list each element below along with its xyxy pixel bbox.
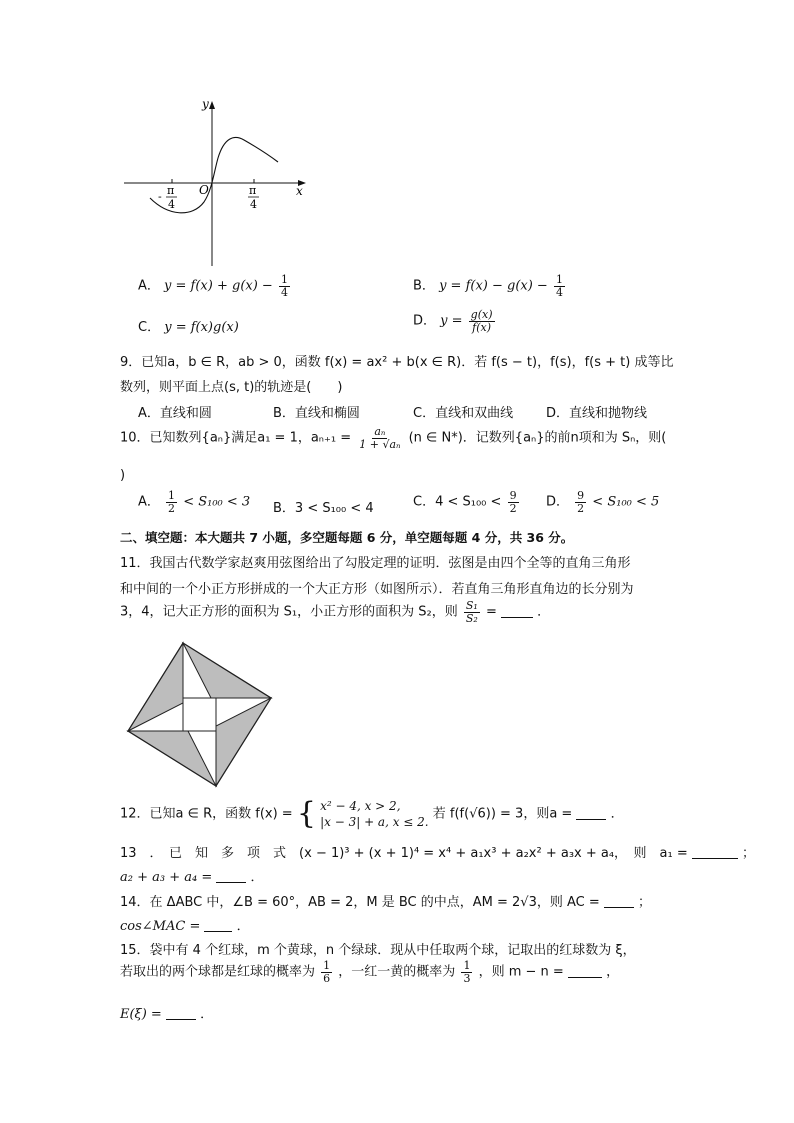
frac-den: 6: [323, 971, 331, 985]
frac-den: 2: [577, 501, 585, 515]
q14-ac-blank[interactable]: [604, 907, 634, 908]
function-graph: [110, 92, 320, 272]
q10-d-prefix: D．: [546, 494, 570, 510]
q15-line3-end: ．: [200, 1007, 214, 1022]
q12-line: [120, 798, 624, 830]
q9-option-c: C．直线和双曲线: [413, 406, 514, 421]
q10-a-prefix: A．: [138, 494, 160, 510]
frac-num: g(x): [470, 308, 493, 321]
q8-d-expr: y =: [440, 313, 463, 329]
q15-expect-blank[interactable]: [166, 1019, 196, 1020]
q10-pre: 10．已知数列{aₙ}满足a₁ = 1，aₙ₊₁ =: [120, 430, 352, 446]
q14-line2-end: ．: [236, 919, 250, 934]
pos-tick-pi: π: [249, 184, 257, 197]
neg-tick-minus: -: [158, 190, 162, 203]
q15-frac1: [321, 960, 332, 984]
neg-tick-pi: π: [167, 184, 175, 197]
piecewise-brace: {: [296, 796, 316, 832]
q10-option-c: [413, 490, 521, 514]
q15-line2-post: ，则 m − n =: [478, 964, 564, 980]
pos-tick-4: 4: [250, 198, 257, 211]
frac-num: S₁: [465, 599, 478, 612]
q13-sum-blank[interactable]: [216, 882, 246, 883]
q15-frac2: [461, 960, 472, 984]
q8-d-frac: [469, 309, 495, 333]
q10-c-frac: [508, 490, 519, 514]
q10-option-a: [138, 490, 250, 514]
graph-y-label: y: [202, 97, 209, 111]
q8-b-expr: y = f(x) − g(x) −: [439, 278, 548, 294]
q10-c-pre: C．4 < S₁₀₀ <: [413, 494, 502, 510]
q13-line2: [120, 866, 264, 885]
frac-den: S₂: [465, 611, 478, 625]
q13-line2-text: a₂ + a₃ + a₄ =: [120, 870, 213, 885]
q8-c-expr: y = f(x)g(x): [164, 320, 239, 335]
q12-cases: [320, 798, 429, 830]
frac-num: 9: [577, 489, 585, 502]
q13-line1-end: ；: [742, 846, 756, 861]
q8-option-c: [138, 316, 239, 335]
frac-den: 2: [509, 501, 517, 515]
q15-mn-blank[interactable]: [568, 977, 602, 978]
q15-line2-pre: 若取出的两个球都是红球的概率为: [120, 964, 316, 980]
q15-line2-end: ，: [606, 964, 620, 980]
q12-end: ．: [610, 806, 624, 822]
q13-line1-text: 13 ． 已 知 多 项 式 (x − 1)³ + (x + 1)⁴ = x⁴ + a₁x³ + a₂x² + a₃x + a₄， 则 a₁ =: [120, 846, 688, 861]
q8-b-prefix: B．: [413, 278, 435, 294]
frac-den: 1 + √aₙ: [359, 437, 401, 451]
q8-option-b: [413, 274, 567, 298]
q14-line1: [120, 891, 651, 910]
neg-tick-4: 4: [168, 198, 175, 211]
q15-line1: 15．袋中有 4 个红球，m 个黄球，n 个绿球．现从中任取两个球，记取出的红球数为 ξ，: [120, 943, 636, 958]
q9-option-d: D．直线和抛物线: [546, 406, 648, 421]
q8-c-prefix: C．: [138, 320, 161, 335]
q13-line2-end: ．: [250, 870, 264, 885]
q9-option-b: B．直线和椭圆: [273, 406, 360, 421]
q11-line3-pre: 3，4，记大正方形的面积为 S₁，小正方形的面积为 S₂，则: [120, 604, 458, 620]
q13-line1: [120, 842, 755, 861]
inner-small-square: [183, 698, 216, 731]
q9-line1: 9．已知a，b ∈ R，ab > 0，函数 f(x) = ax² + b(x ∈ R)．若 f(s − t)，f(s)，f(s + t) 成等比: [120, 355, 674, 370]
q10-post: (n ∈ N*)．记数列{aₙ}的前n项和为 Sₙ，则(: [408, 430, 667, 446]
frac-den: 2: [168, 501, 176, 515]
q12-case2: |x − 3| + a, x ≤ 2.: [320, 815, 429, 830]
graph-origin-label: O: [199, 183, 209, 197]
q8-option-a: [138, 274, 292, 298]
frac-den: f(x): [472, 320, 492, 334]
q8-a-expr: y = f(x) + g(x) −: [164, 278, 273, 294]
graph-x-label: x: [296, 184, 303, 198]
q12-case1: x² − 4, x > 2,: [320, 799, 401, 813]
q11-answer-blank[interactable]: [501, 617, 533, 618]
frac-num: 1: [463, 959, 471, 972]
q8-d-prefix: D．: [413, 313, 437, 329]
q11-eq: =: [485, 604, 497, 620]
q10-frac: [357, 426, 402, 450]
q14-line1-text: 14．在 ΔABC 中，∠B = 60°，AB = 2，M 是 BC 的中点，AM = 2√3，则 AC =: [120, 895, 600, 910]
q8-a-prefix: A．: [138, 278, 160, 294]
frac-num: 1: [323, 959, 331, 972]
frac-num: aₙ: [374, 425, 386, 438]
q15-line2: [120, 960, 619, 984]
q15-line2-mid: ，一红一黄的概率为: [338, 964, 456, 980]
q10-option-b: B．3 < S₁₀₀ < 4: [273, 501, 374, 516]
y-axis-arrow: [209, 101, 215, 109]
q14-line1-end: ；: [638, 895, 652, 910]
q15-line3: [120, 1003, 213, 1022]
frac-den: 3: [463, 971, 471, 985]
q8-a-frac: [279, 274, 290, 298]
frac-num: 1: [280, 273, 288, 286]
q10-d-frac: [575, 490, 586, 514]
frac-num: 9: [509, 489, 517, 502]
q14-line2-text: cos∠MAC =: [120, 919, 201, 934]
q10-close: ): [120, 468, 126, 483]
q12-pre: 12．已知a ∈ R，函数 f(x) =: [120, 806, 293, 822]
q11-frac: [464, 600, 480, 624]
q8-option-d: [413, 309, 497, 333]
q10-a-frac: [166, 490, 177, 514]
q11-line1: 11．我国古代数学家赵爽用弦图给出了勾股定理的证明．弦图是由四个全等的直角三角形: [120, 556, 631, 571]
frac-num: 1: [555, 273, 563, 286]
q8-b-frac: [554, 274, 565, 298]
q10-line1: [120, 426, 666, 450]
q12-answer-blank[interactable]: [576, 819, 606, 820]
q11-line3: [120, 600, 550, 624]
q9-line2: 数列，则平面上点(s, t)的轨迹是( ): [120, 380, 343, 395]
frac-num: 1: [168, 489, 176, 502]
section2-title: 二、填空题：本大题共 7 小题，多空题每题 6 分，单空题每题 4 分，共 36 分。: [120, 530, 574, 545]
q14-line2: [120, 915, 250, 934]
q15-line3-text: E(ξ) =: [120, 1007, 162, 1022]
q14-cos-blank[interactable]: [204, 931, 232, 932]
frac-den: 4: [555, 285, 563, 299]
q10-d-post: < S₁₀₀ < 5: [592, 494, 660, 510]
frac-den: 4: [280, 285, 288, 299]
q12-post: 若 f(f(√6)) = 3，则a =: [432, 806, 573, 822]
q13-a1-blank[interactable]: [692, 858, 738, 859]
q10-a-post: < S₁₀₀ < 3: [183, 494, 251, 510]
zhao-shuang-diagram: [120, 636, 278, 798]
q11-end: ．: [537, 604, 551, 620]
q10-option-d: [546, 490, 659, 514]
q11-line2: 和中间的一个小正方形拼成的一个大正方形（如图所示）．若直角三角形直角边的长分别为: [120, 582, 634, 597]
q9-option-a: A．直线和圆: [138, 406, 212, 421]
